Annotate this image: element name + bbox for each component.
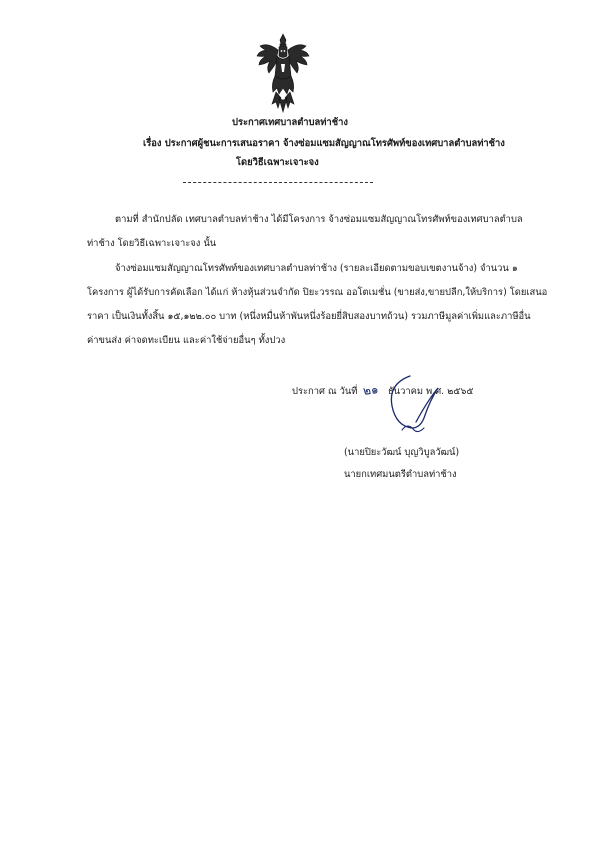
paragraph-1-line-1: ตามที่ สำนักปลัด เทศบาลตำบลท่าช้าง ได้มีโครงการ จ้างซ่อมแซมสัญญาณโทรศัพท์ของเทศบาลตำบล bbox=[115, 214, 523, 225]
paragraph-2-line-1: จ้างซ่อมแซมสัญญาณโทรศัพท์ของเทศบาลตำบลท่าช้าง (รายละเอียดตามขอบเขตงานจ้าง) จำนวน ๑ bbox=[115, 263, 518, 274]
signatory-position: นายกเทศมนตรีตำบลท่าช้าง bbox=[344, 469, 457, 480]
header-divider bbox=[183, 182, 373, 183]
document-title: ประกาศเทศบาลตำบลท่าช้าง bbox=[232, 117, 348, 128]
garuda-emblem-icon bbox=[254, 32, 312, 114]
paragraph-1-line-2: ท่าช้าง โดยวิธีเฉพาะเจาะจง นั้น bbox=[87, 238, 217, 249]
handwritten-signature bbox=[358, 370, 458, 440]
paragraph-2-line-4: ค่าขนส่ง ค่าจดทะเบียน และค่าใช้จ่ายอื่นๆ ทั้งปวง bbox=[87, 335, 286, 346]
procurement-method: โดยวิธีเฉพาะเจาะจง bbox=[236, 157, 319, 168]
announcement-month-year: ธันวาคม พ.ศ. ๒๕๖๕ bbox=[387, 386, 474, 397]
document-subject: เรื่อง ประกาศผู้ชนะการเสนอราคา จ้างซ่อมแซมสัญญาณโทรศัพท์ของเทศบาลตำบลท่าช้าง bbox=[143, 138, 505, 149]
signatory-name: (นายปิยะวัฒน์ บุญวิบูลวัฒน์) bbox=[344, 447, 460, 458]
paragraph-2-line-2: โครงการ ผู้ได้รับการคัดเลือก ได้แก่ ห้างหุ้นส่วนจำกัด ปิยะวรรณ ออโตเมชั่น (ขายส่ง,ขายปลีก,ให้บริการ) โดยเสนอ bbox=[87, 287, 548, 298]
paragraph-2-line-3: ราคา เป็นเงินทั้งสิ้น ๑๕,๑๒๒.๐๐ บาท (หนึ่งหมื่นห้าพันหนึ่งร้อยยี่สิบสองบาทถ้วน) รวมภาษีมูลค่าเพิ่มและภาษีอื่น bbox=[87, 311, 531, 322]
announcement-prefix: ประกาศ ณ วันที่ bbox=[292, 386, 358, 397]
announcement-day: ๒๑ bbox=[362, 381, 380, 399]
